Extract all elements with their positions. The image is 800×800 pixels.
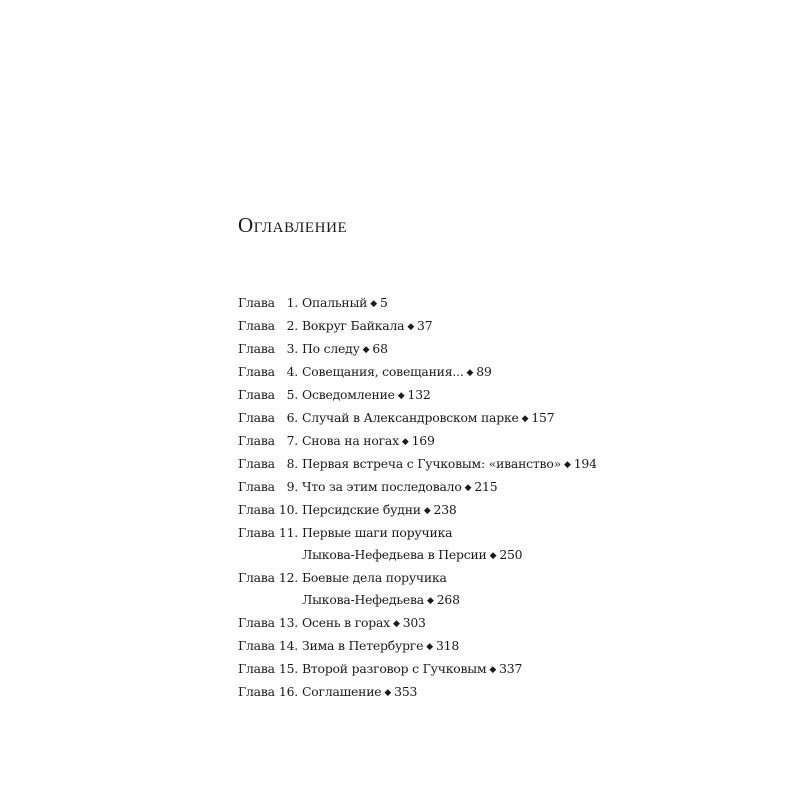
chapter-word: Глава [238, 295, 275, 310]
toc-entry [238, 407, 597, 430]
chapter-title: Случай в Александровском парке [302, 410, 519, 425]
page-number: 337 [499, 661, 523, 676]
chapter-title: Осень в горах [302, 615, 390, 630]
diamond-icon: ◆ [362, 345, 370, 355]
toc-entry [238, 315, 597, 338]
chapter-title: Соглашение [302, 684, 382, 699]
toc-entry [238, 292, 597, 315]
chapter-number: 10. [278, 502, 298, 517]
toc-entry [238, 681, 597, 704]
chapter-word: Глава [238, 479, 275, 494]
chapter-title: Первые шаги поручика [302, 525, 453, 540]
diamond-icon: ◆ [392, 619, 400, 629]
chapter-word: Глава [238, 364, 275, 379]
page-number: 194 [573, 456, 597, 471]
page-number: 353 [394, 684, 418, 699]
chapter-number: 15. [278, 661, 298, 676]
diamond-icon: ◆ [423, 506, 431, 516]
chapter-title: Зима в Петербурге [302, 638, 424, 653]
page-number: 37 [417, 318, 433, 333]
toc-entry [238, 453, 597, 476]
chapter-word: Глава [238, 525, 275, 540]
chapter-word: Глава [238, 433, 275, 448]
diamond-icon: ◆ [489, 665, 497, 675]
chapter-title: Осведомление [302, 387, 395, 402]
page-number: 89 [476, 364, 492, 379]
toc-entry [238, 338, 597, 361]
chapter-word: Глава [238, 387, 275, 402]
chapter-title: Первая встреча с Гучковым: «иванство» [302, 456, 561, 471]
diamond-icon: ◆ [466, 368, 474, 378]
chapter-word: Глава [238, 684, 275, 699]
chapter-word: Глава [238, 570, 275, 585]
chapter-word: Глава [238, 638, 275, 653]
diamond-icon: ◆ [489, 551, 497, 561]
diamond-icon: ◆ [563, 460, 571, 470]
page-number: 238 [433, 502, 457, 517]
chapter-title: Второй разговор с Гучковым [302, 661, 487, 676]
chapter-title: Снова на ногах [302, 433, 399, 448]
diamond-icon: ◆ [370, 299, 377, 309]
diamond-icon: ◆ [427, 596, 434, 606]
chapter-word: Глава [238, 341, 275, 356]
chapter-number: 13. [278, 615, 298, 630]
toc-entry [238, 567, 597, 612]
toc-entry [238, 476, 597, 499]
chapter-number: 11. [278, 525, 298, 540]
chapter-number: 3. [286, 341, 298, 356]
page-number: 303 [402, 615, 426, 630]
chapter-title: По следу [302, 341, 360, 356]
page-number: 68 [372, 341, 388, 356]
chapter-title: Вокруг Байкала [302, 318, 405, 333]
chapter-number: 2. [286, 318, 298, 333]
chapter-title: Персидские будни [302, 502, 421, 517]
toc-entry [238, 635, 597, 658]
chapter-word: Глава [238, 502, 275, 517]
page-number: 5 [379, 295, 388, 310]
toc-entry [238, 658, 597, 681]
chapter-number: 12. [278, 570, 298, 585]
diamond-icon: ◆ [401, 437, 409, 447]
chapter-number: 4. [286, 364, 298, 379]
chapter-word: Глава [238, 410, 275, 425]
chapter-word: Глава [238, 661, 275, 676]
page-number: 215 [474, 479, 498, 494]
chapter-word: Глава [238, 318, 275, 333]
chapter-title: Совещания, совещания... [302, 364, 464, 379]
diamond-icon: ◆ [521, 414, 529, 424]
diamond-icon: ◆ [407, 322, 415, 332]
page-title: Оглавление [238, 213, 348, 237]
diamond-icon: ◆ [426, 642, 433, 652]
diamond-icon: ◆ [384, 688, 392, 698]
table-of-contents [238, 292, 597, 704]
chapter-number: 7. [286, 433, 298, 448]
toc-entry [238, 430, 597, 453]
chapter-word: Глава [238, 615, 275, 630]
chapter-number: 14. [278, 638, 298, 653]
page-number: 318 [435, 638, 460, 653]
page-number: 169 [411, 433, 435, 448]
chapter-number: 8. [286, 456, 298, 471]
page-number: 250 [499, 547, 523, 562]
toc-entry [238, 612, 597, 635]
chapter-title: Опальный [302, 295, 368, 310]
toc-entry [238, 499, 597, 522]
chapter-number: 1. [286, 295, 298, 310]
diamond-icon: ◆ [397, 391, 405, 401]
chapter-title: Боевые дела поручика [302, 570, 447, 585]
chapter-word: Глава [238, 456, 275, 471]
toc-entry [238, 522, 597, 567]
chapter-title: Что за этим последовало [302, 479, 462, 494]
page-number: 132 [407, 387, 431, 402]
chapter-title-continued: Лыкова-Нефедьева [302, 592, 424, 607]
chapter-number: 9. [286, 479, 298, 494]
chapter-number: 5. [286, 387, 298, 402]
chapter-number: 6. [286, 410, 298, 425]
chapter-title-continued: Лыкова-Нефедьева в Персии [302, 547, 487, 562]
page-number: 157 [531, 410, 555, 425]
page-number: 268 [436, 592, 460, 607]
chapter-number: 16. [278, 684, 298, 699]
toc-entry [238, 361, 597, 384]
diamond-icon: ◆ [464, 483, 472, 493]
toc-entry [238, 384, 597, 407]
